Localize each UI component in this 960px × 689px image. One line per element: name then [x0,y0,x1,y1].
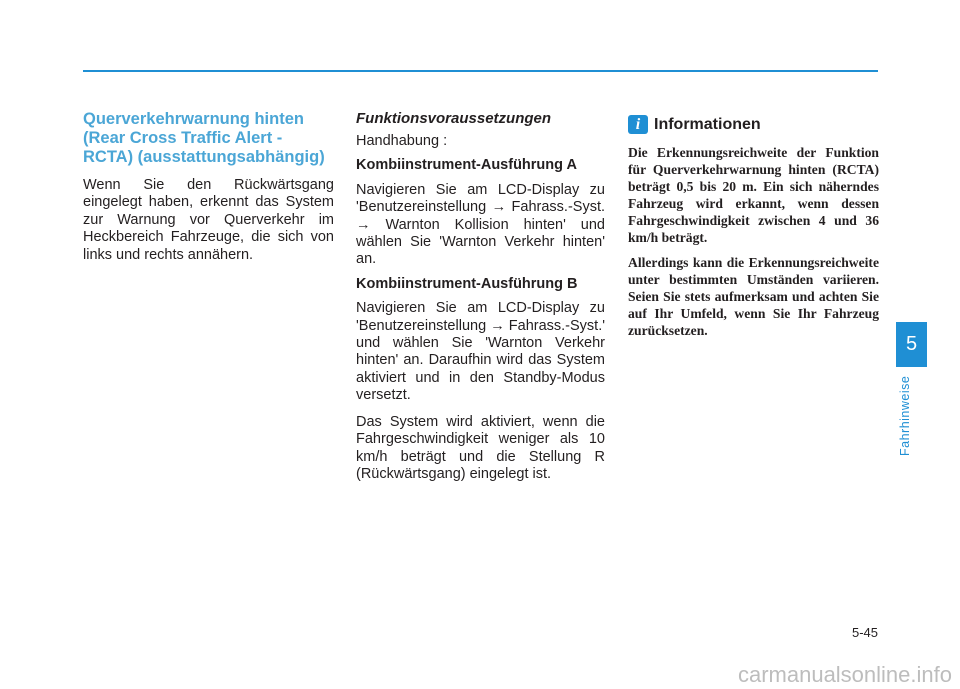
info-title: Informationen [654,116,761,133]
info-header [628,115,879,134]
watermark: carmanualsonline.info [737,662,952,687]
cluster-a-text: Navigieren Sie am LCD-Display zu 'Benutzereinstellung → Fahrass.-Syst. → Warnton Kollision hinten' und wählen Sie 'Warnton Verkehr hinten' an. [356,181,605,268]
top-rule [83,70,878,72]
column-left [83,110,334,264]
page-number: 5-45 [851,625,878,640]
info-icon: i [628,115,648,134]
handling-label: Handhabung : [356,133,448,149]
activation-text: Das System wird aktiviert, wenn die Fahrgeschwindigkeit weniger als 10 km/h beträgt und die Stellung R (Rückwärtsgang) eingelegt ist. [356,413,605,482]
intro-paragraph: Wenn Sie den Rückwärtsgang eingelegt haben, erkennt das System zur Warnung vor Querverkehr im Heckbereich Fahrzeuge, die sich von links und rechts annähern. [83,177,334,263]
section-title: Querverkehrwarnung hinten (Rear Cross Traffic Alert - RCTA) (ausstattungsabhängig) [83,110,325,166]
chapter-label: Fahrhinweise [898,375,912,456]
info-paragraph-1: Die Erkennungsreichweite der Funktion für Querverkehrwarnung hinten (RCTA) beträgt 0,5 bis 20 m. Ein sich näherndes Fahrzeug wird erkannt, wenn dessen Fahrgeschwindigkeit zwischen 4 und 36 km/h beträgt. [628,145,879,246]
cluster-b-text: Navigieren Sie am LCD-Display zu 'Benutzereinstellung → Fahrass.-Syst.' und wählen Sie 'Warnton Verkehr hinten' an. Daraufhin wird das System aktiviert und in den Standby-Modus versetzt. [356,300,605,404]
chapter-tab: 5 [896,322,927,367]
info-paragraph-2: Allerdings kann die Erkennungsreichweite unter bestimmten Umständen variieren. Seien Sie stets aufmerksam und achten Sie auf Ihr Umfeld, wenn Sie Ihr Fahrzeug zurücksetzen. [628,254,879,338]
column-right [628,110,879,339]
cluster-b-heading: Kombiinstrument-Ausführung B [356,275,578,292]
column-middle [356,110,605,483]
requirements-heading: Funktionsvoraussetzungen [356,110,552,127]
cluster-a-heading: Kombiinstrument-Ausführung A [356,157,577,174]
